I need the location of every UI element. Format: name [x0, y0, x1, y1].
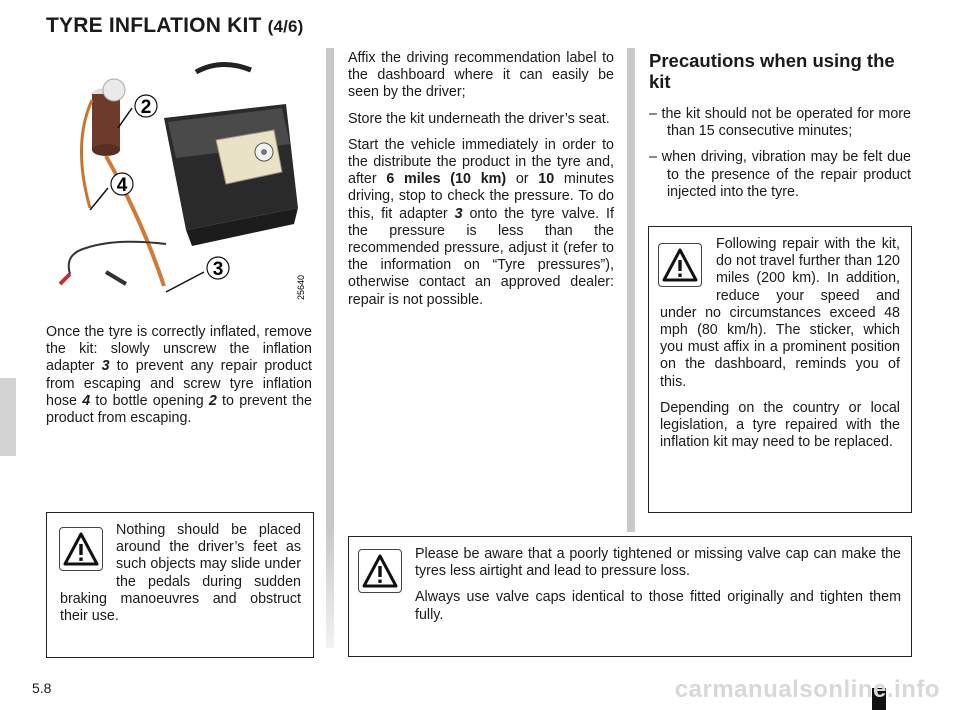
precaution-item: – when driving, vibration may be felt due to the presence of the repair product injected into the tyre. — [649, 149, 911, 200]
tyre-kit-drawing — [46, 48, 314, 306]
page-number: 5.8 — [32, 680, 52, 696]
left-body-text — [46, 324, 312, 436]
page-title-main: TYRE INFLATION KIT — [46, 14, 262, 37]
start-vehicle-paragraph: Start the vehicle immediately in order to the distribute the product in the tyre and, after 6 miles (10 km) or 10 minutes driving, stop to check the pressure. To do this, fit adapter 3 onto the tyre valve. If the pressure is less than the recommended pressure, adjust it (refer to the information on “Tyre pressures”), otherwise contact an approved dealer: repair is not possible. — [348, 136, 615, 308]
precautions-heading: Precautions when using the kit — [649, 50, 895, 92]
callout-label-3: 3 — [212, 259, 224, 280]
callout-label-4: 4 — [116, 175, 128, 196]
repair-distance-warning-box — [648, 226, 912, 513]
column-divider-left — [326, 48, 334, 528]
column-divider-left-fade — [326, 528, 334, 648]
repair-distance-warning-text: Following repair with the kit, do not travel further than 120 miles (200 km). In addition, reduce your speed and under no circumstances exceed 48 mph (80 km/h). The sticker, which you must affix in a prominent position on the dashboard, reminds you of this. Depending on the country or local legislation, a tyre repaired with the inflation kit may need to be replaced. — [660, 236, 900, 451]
valve-cap-warning-box — [348, 536, 912, 657]
page-title-suffix: (4/6) — [267, 17, 304, 36]
warning-triangle-icon — [358, 549, 402, 593]
precaution-item: – the kit should not be operated for more than 15 consecutive minutes; — [649, 106, 911, 140]
store-kit-paragraph: Store the kit underneath the driver’s seat. — [348, 110, 610, 127]
driver-feet-warning-box — [46, 512, 314, 658]
middle-body-text — [348, 50, 614, 318]
valve-cap-warning-text: Please be aware that a poorly tightened or missing valve cap can make the tyres less airtight and lead to pressure loss. Always use valve caps identical to those fitted originally and tighten them fully. — [415, 546, 901, 623]
page-title — [46, 14, 304, 38]
driving-label-paragraph: Affix the driving recommendation label to the dashboard where it can easily be seen by the driver; — [348, 50, 614, 101]
section-tab — [0, 378, 16, 456]
precautions-list — [649, 106, 911, 201]
tyre-kit-illustration — [46, 48, 314, 306]
callout-label-2: 2 — [140, 97, 152, 118]
column-divider-right — [627, 48, 635, 532]
driver-feet-warning-text: Nothing should be placed around the driver’s feet as such objects may slide under the pedals during sudden braking manoeuvres and obstruct their use. — [60, 522, 301, 625]
watermark-logo: carmanualsonline.info — [674, 676, 940, 703]
precautions-section — [649, 50, 911, 210]
figure-ref-number: 25640 — [296, 274, 306, 300]
kit-removal-paragraph: Once the tyre is correctly inflated, remove the kit: slowly unscrew the inflation adapter 3 to prevent any repair product from escaping and screw tyre inflation hose 4 to bottle opening 2 to prevent the product from escaping. — [46, 324, 312, 427]
